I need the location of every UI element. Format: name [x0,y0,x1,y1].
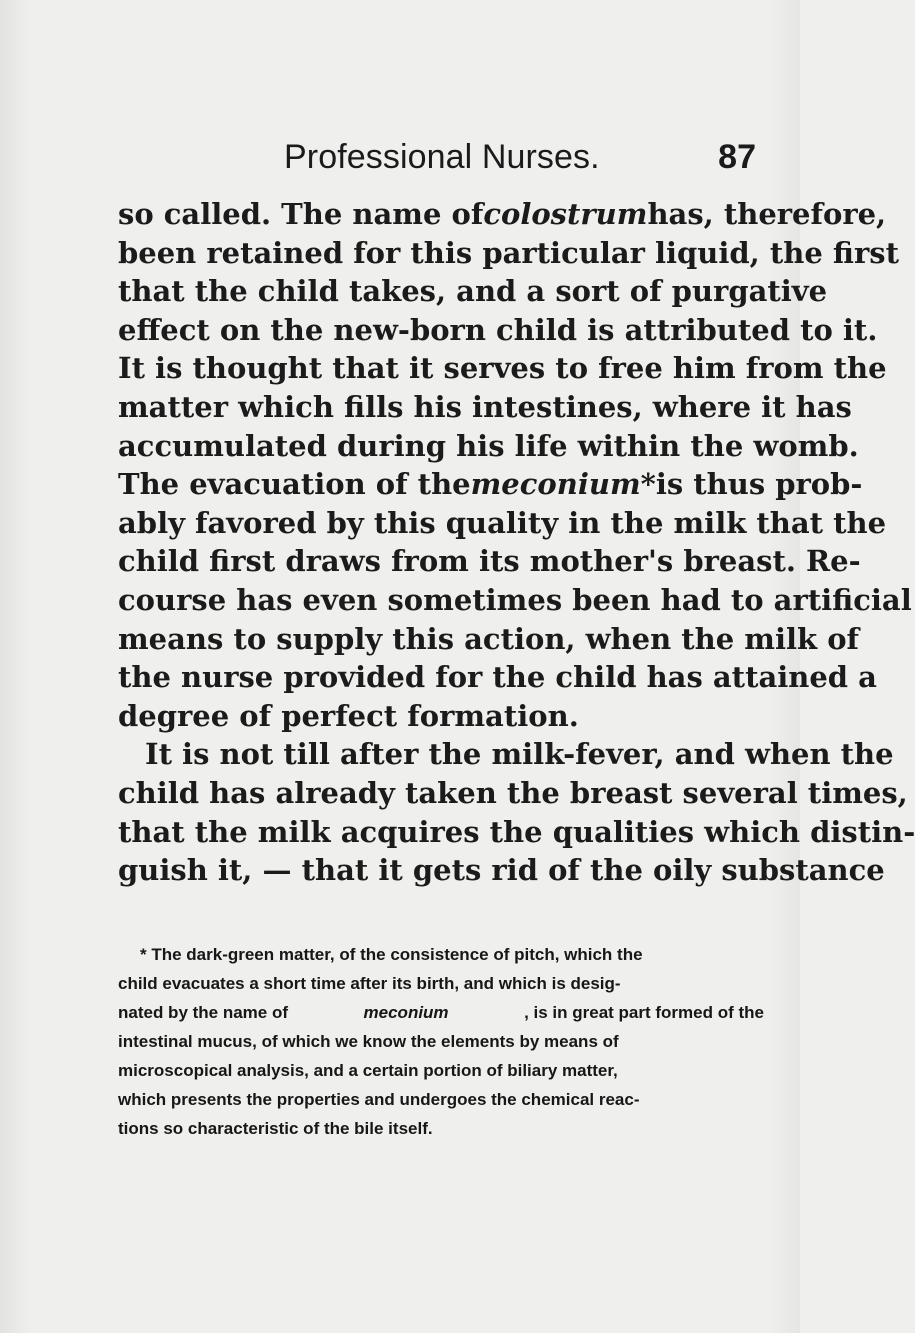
body-line-14: degree of perfect formation. [118,698,579,733]
page-header [284,138,764,182]
page-number: 87 [718,138,756,176]
meconium-term: meconium* [470,467,656,502]
body-line-5: It is thought that it serves to free him from the [118,351,887,386]
body-line-13: the nurse provided for the child has attained a [118,660,877,695]
body-line-15: It is not till after the milk-fever, and when the [145,737,894,772]
body-line-18: guish it, — that it gets rid of the oily substance [118,853,885,888]
body-line-8 [118,465,863,504]
body-line-6: matter which fills his intestines, where it has [118,389,852,424]
body-line-16: child has already taken the breast several times, [118,775,908,810]
footnote-line-3-part-3: , is in great part formed of the [524,1003,764,1022]
footnote-line-1: * The dark-green matter, of the consistence of pitch, which the [140,945,643,964]
footnote-line-2: child evacuates a short time after its birth, and which is desig- [118,974,621,993]
footnote-line-6: which presents the properties and undergoes the chemical reac- [118,1090,640,1109]
footnote-meconium-term: meconium [363,1003,449,1022]
body-line-8-part-1: The evacuation of the [118,467,471,502]
main-text [118,195,915,890]
footnote-line-3 [118,998,764,1027]
body-line-1-part-1: so called. The name of [118,197,484,231]
body-line-1 [118,195,887,234]
body-line-2: been retained for this particular liquid, the first [118,235,899,270]
body-line-4: effect on the new-born child is attributed to it. [118,312,878,347]
body-line-17: that the milk acquires the qualities which distin- [118,814,915,849]
footnote-line-7: tions so characteristic of the bile itself. [118,1119,433,1138]
body-line-1-part-3: has, therefore, [647,197,887,231]
footnote-line-3-part-1: nated by the name of [118,1003,289,1022]
body-line-9: ably favored by this quality in the milk that the [118,505,887,540]
running-title: Professional Nurses. [284,138,600,176]
colostrum-term: colostrum [483,197,648,231]
body-line-11: course has even sometimes been had to artificial [118,582,912,617]
body-line-8-part-3: is thus prob- [655,467,863,502]
body-line-3: that the child takes, and a sort of purgative [118,274,828,309]
footnote [118,940,764,1143]
footnote-line-4: intestinal mucus, of which we know the elements by means of [118,1032,619,1051]
body-line-10: child first draws from its mother's breast. Re- [118,544,861,579]
footnote-line-5: microscopical analysis, and a certain portion of biliary matter, [118,1061,618,1080]
body-line-7: accumulated during his life within the womb. [118,428,859,463]
body-line-12: means to supply this action, when the milk of [118,621,860,656]
